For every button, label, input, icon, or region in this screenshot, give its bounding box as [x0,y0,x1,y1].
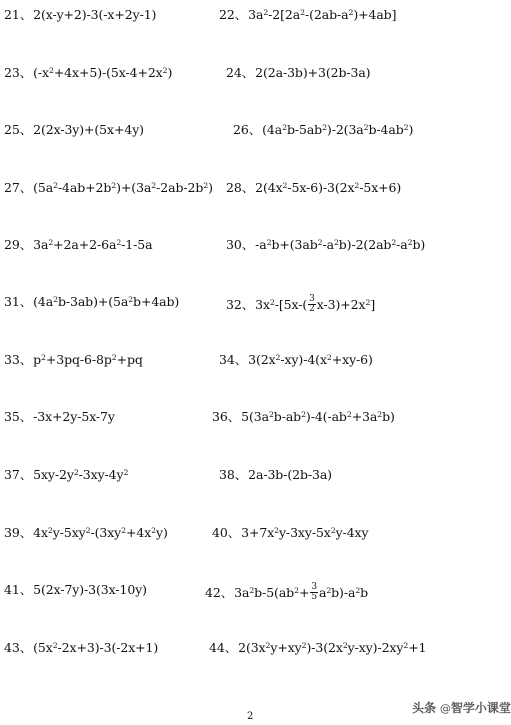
problem-42 [205,584,368,603]
expression: $3+7x^2y-3xy-5x^2y-4xy$ [241,525,369,540]
expression: 2(2a-3b)+3(2b-3a) [255,65,371,80]
problem-number: 26、 [233,122,262,137]
expression: $(-x^2+4x+5)-(5x-4+2x^2)$ [33,65,173,80]
expression: $p^2+3pq-6-8p^2+pq$ [33,352,143,367]
expression: $3x^2-[5x-$( $\frac{3}{2}$ $x-3)+2x^2$] [255,294,376,314]
watermark-at-icon: @ [439,702,451,715]
problem-number: 34、 [219,352,248,367]
problem-number: 33、 [4,352,33,367]
problem-number: 31、 [4,294,33,309]
expression: $(5x^2-2x+3)-3(-2x+1)$ [33,640,159,655]
expression: $3a^2b-5(ab^2+$ $\frac{3}{5}$ $a^2b)-a^2b$ [234,582,369,602]
expression: 2a-3b-(2b-3a) [248,467,332,482]
problem-35 [4,411,115,424]
problem-number: 22、 [219,7,248,22]
problem-34 [219,354,373,367]
expression: 2(x-y+2)-3(-x+2y-1) [33,7,157,22]
problem-43 [4,642,158,655]
problem-29 [4,239,152,252]
problem-number: 35、 [4,409,33,424]
problem-number: 40、 [212,525,241,540]
expression: 5(2x-7y)-3(3x-10y) [33,582,147,597]
expression: -3x+2y-5x-7y [33,409,115,424]
problem-21 [4,9,156,22]
problem-24 [226,67,370,80]
problem-27 [4,182,213,195]
expression: $2(3x^2y+xy^2)-3(2x^2y-xy)-2xy^2+1$ [238,640,427,655]
problem-40 [212,527,368,540]
problem-number: 32、 [226,297,255,312]
problem-number: 39、 [4,525,33,540]
expression: $(4a^2b-3ab)+(5a^2b+4ab)$ [33,294,180,309]
watermark-source: 头条 [412,701,437,715]
watermark [412,699,511,716]
page-number: 2 [247,711,254,722]
problem-number: 30、 [226,237,255,252]
problem-38 [219,469,332,482]
problem-39 [4,527,168,540]
problem-number: 44、 [209,640,238,655]
expression: $3a^2-2[2a^2-(2ab-a^2)+4ab]$ [248,7,397,22]
problem-26 [233,124,413,137]
problem-number: 36、 [212,409,241,424]
problem-31 [4,296,179,309]
problem-number: 21、 [4,7,33,22]
problem-number: 43、 [4,640,33,655]
problem-number: 28、 [226,180,255,195]
problem-25 [4,124,144,137]
expression: $3(2x^2-xy)-4(x^2+xy-6)$ [248,352,373,367]
expression: $(5a^2-4ab+2b^2)+(3a^2-2ab-2b^2)$ [33,180,213,195]
problem-33 [4,354,143,367]
problem-number: 38、 [219,467,248,482]
expression: $2(4x^2-5x-6)-3(2x^2-5x+6)$ [255,180,402,195]
problem-number: 37、 [4,467,33,482]
expression: $(4a^2b-5ab^2)-2(3a^2b-4ab^2)$ [262,122,414,137]
expression: $-a^2b+(3ab^2-a^2b)-2(2ab^2-a^2b)$ [255,237,426,252]
problem-number: 25、 [4,122,33,137]
expression: 2(2x-3y)+(5x+4y) [33,122,144,137]
problem-number: 24、 [226,65,255,80]
expression: $5(3a^2b-ab^2)-4(-ab^2+3a^2b)$ [241,409,395,424]
expression: $5xy-2y^2-3xy-4y^2$ [33,467,129,482]
problem-number: 23、 [4,65,33,80]
watermark-account: 智学小课堂 [450,701,511,715]
problem-28 [226,182,401,195]
problem-23 [4,67,172,80]
expression: $3a^2+2a+2-6a^2-1-5a$ [33,237,153,252]
problem-number: 29、 [4,237,33,252]
problem-30 [226,239,425,252]
problem-number: 41、 [4,582,33,597]
problem-41 [4,584,147,597]
problem-number: 27、 [4,180,33,195]
problem-22 [219,9,396,22]
problem-number: 42、 [205,585,234,600]
problem-37 [4,469,128,482]
problem-44 [209,642,426,655]
expression: $4x^2y-5xy^2-(3xy^2+4x^2y)$ [33,525,168,540]
problem-32 [226,296,375,315]
problem-36 [212,411,395,424]
